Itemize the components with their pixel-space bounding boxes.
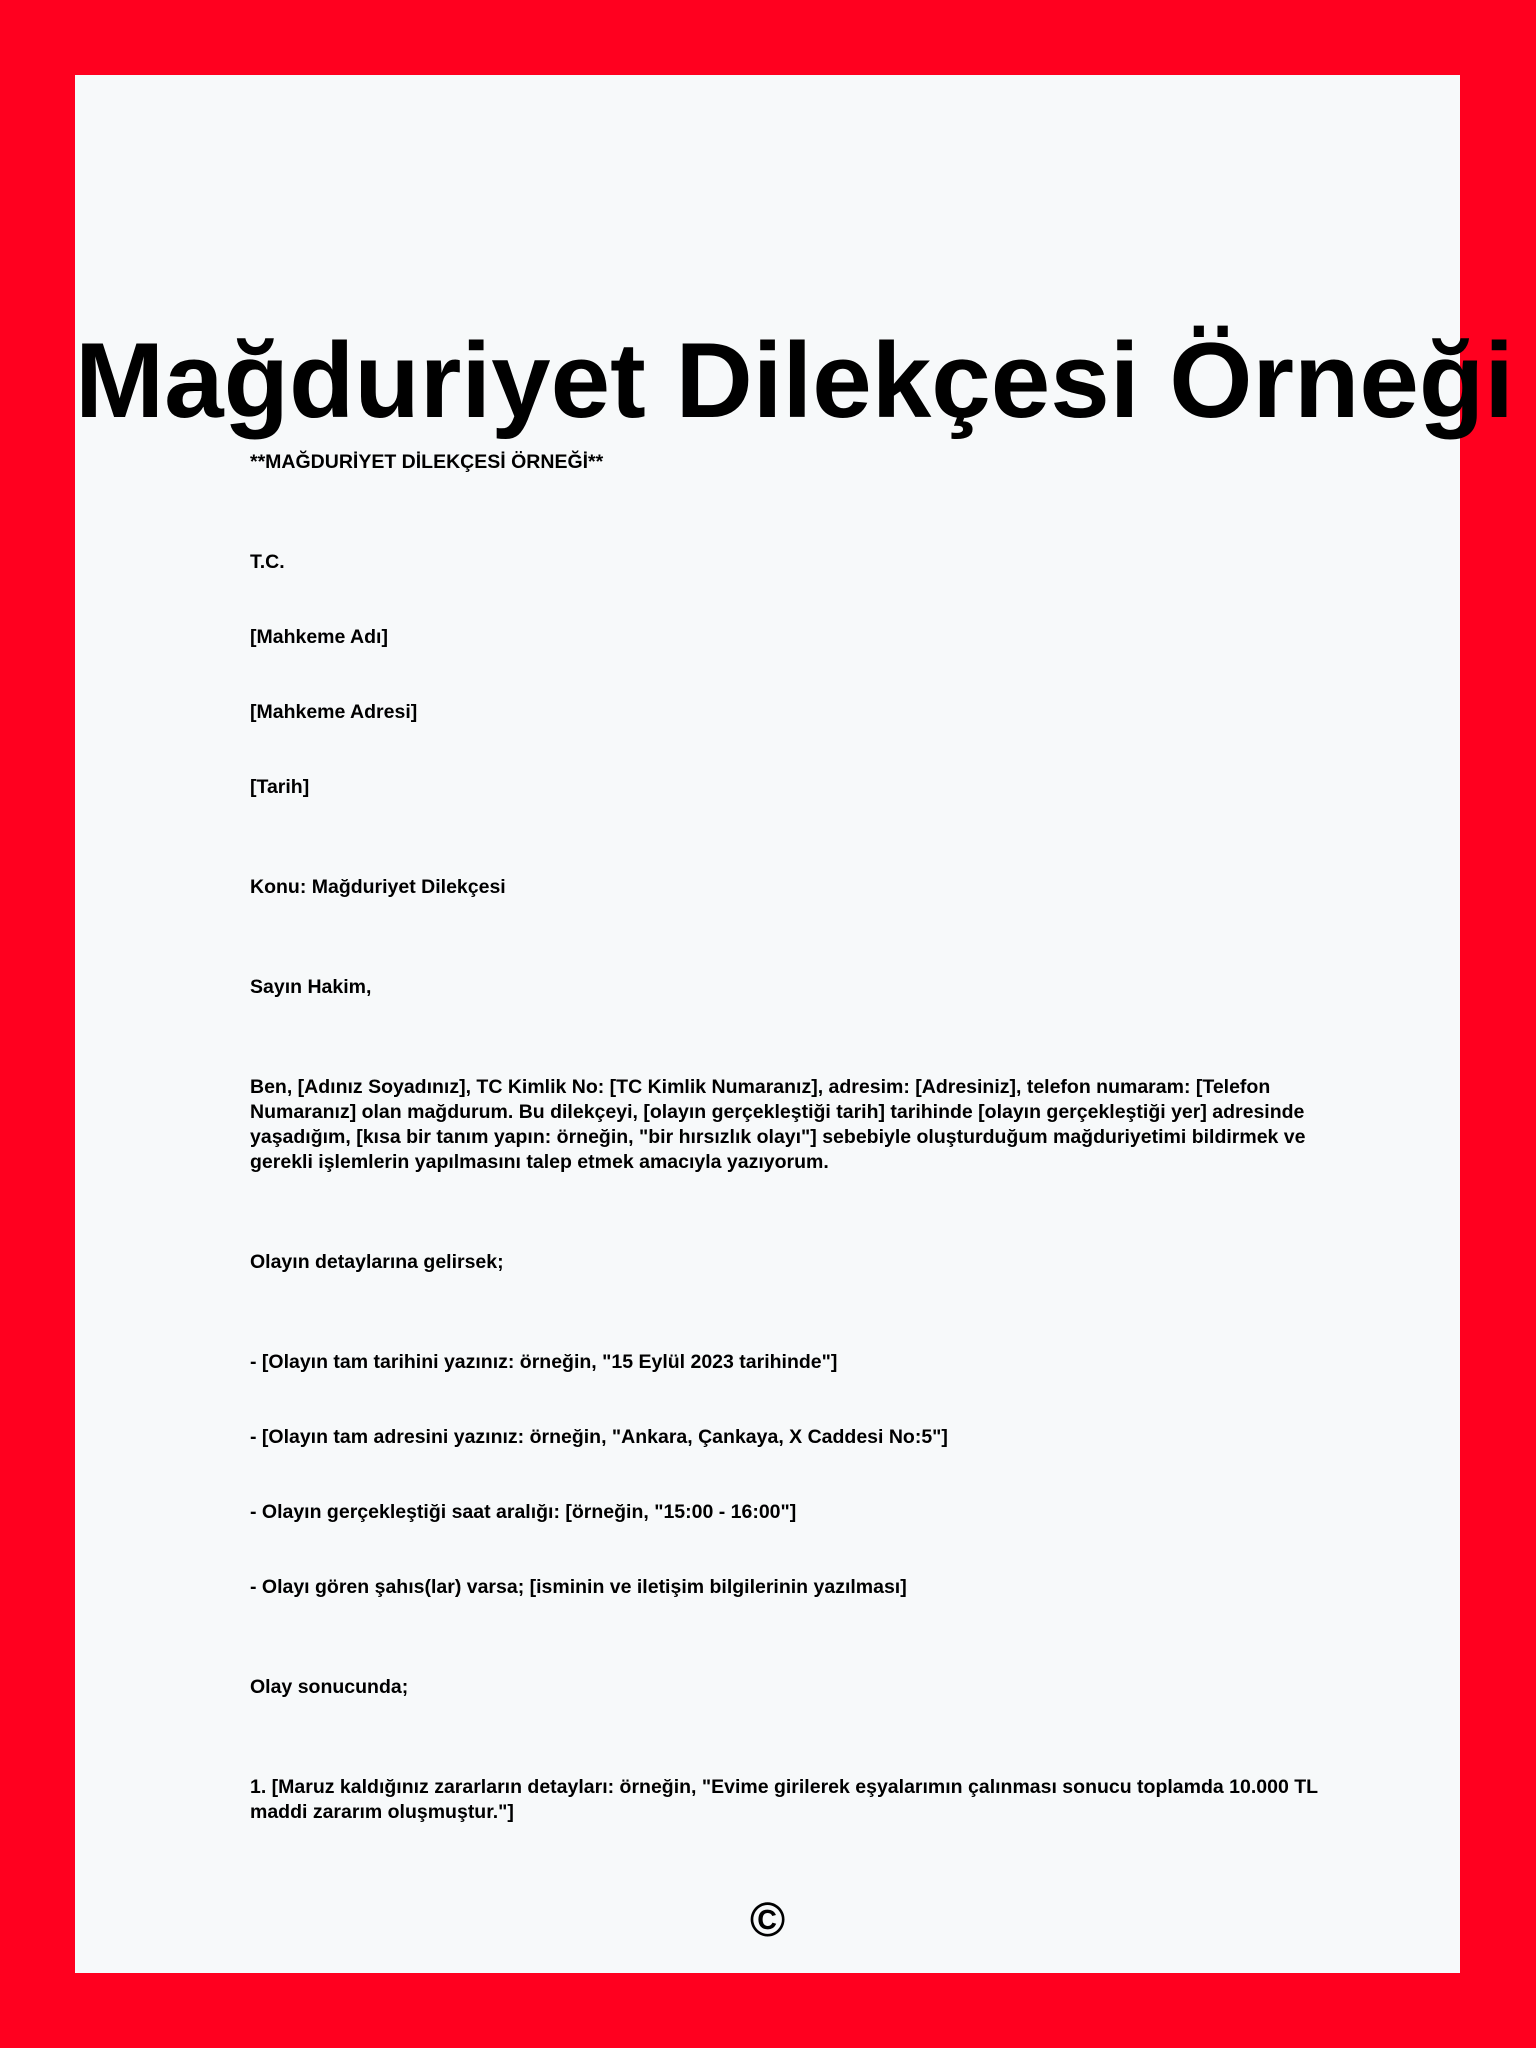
- result-intro: Olay sonucunda;: [250, 1676, 409, 1698]
- tc-line: T.C.: [250, 551, 285, 573]
- document-title: Mağduriyet Dilekçesi Örneği: [75, 320, 1515, 440]
- intro-paragraph: Ben, [Adınız Soyadınız], TC Kimlik No: [TC Kimlik Numaranız], adresim: [Adresiniz], telefon numaram: [Telefon Numaranız] olan mağdurum. Bu dilekçeyi, [olayın gerçekleştiği tarih] tarihinde [olayın gerçekleştiği yer] adresinde yaşadığım, [kısa bir tanım yapın: örneğin, "bir hırsızlık olayı"] sebebiyle oluşturduğum mağduriyetimi bildirmek ve gerekli işlemlerin yapılmasını talep etmek amacıyla yazıyorum.: [250, 1076, 1306, 1173]
- detail-item: - [Olayın tam adresini yazınız: örneğin, "Ankara, Çankaya, X Caddesi No:5"]: [250, 1426, 948, 1448]
- document-heading: **MAĞDURİYET DİLEKÇESİ ÖRNEĞİ**: [250, 451, 604, 473]
- salutation: Sayın Hakim,: [250, 976, 372, 998]
- subject-line: Konu: Mağduriyet Dilekçesi: [250, 876, 506, 898]
- date-line: [Tarih]: [250, 776, 310, 798]
- detail-item: - Olayın gerçekleştiği saat aralığı: [örneğin, "15:00 - 16:00"]: [250, 1501, 797, 1523]
- copyright-icon: ©: [749, 1894, 786, 1947]
- court-address: [Mahkeme Adresi]: [250, 701, 418, 723]
- detail-item: - Olayı gören şahıs(lar) varsa; [isminin ve iletişim bilgilerinin yazılması]: [250, 1576, 907, 1598]
- court-name: [Mahkeme Adı]: [250, 626, 388, 648]
- result-item: 1. [Maruz kaldığınız zararların detayları: örneğin, "Evime girilerek eşyalarımın çalınması sonucu toplamda 10.000 TL maddi zararım oluşmuştur."]: [250, 1776, 1318, 1823]
- details-intro: Olayın detaylarına gelirsek;: [250, 1251, 504, 1273]
- detail-item: - [Olayın tam tarihini yazınız: örneğin, "15 Eylül 2023 tarihinde"]: [250, 1351, 838, 1373]
- document-page: [75, 75, 1515, 1973]
